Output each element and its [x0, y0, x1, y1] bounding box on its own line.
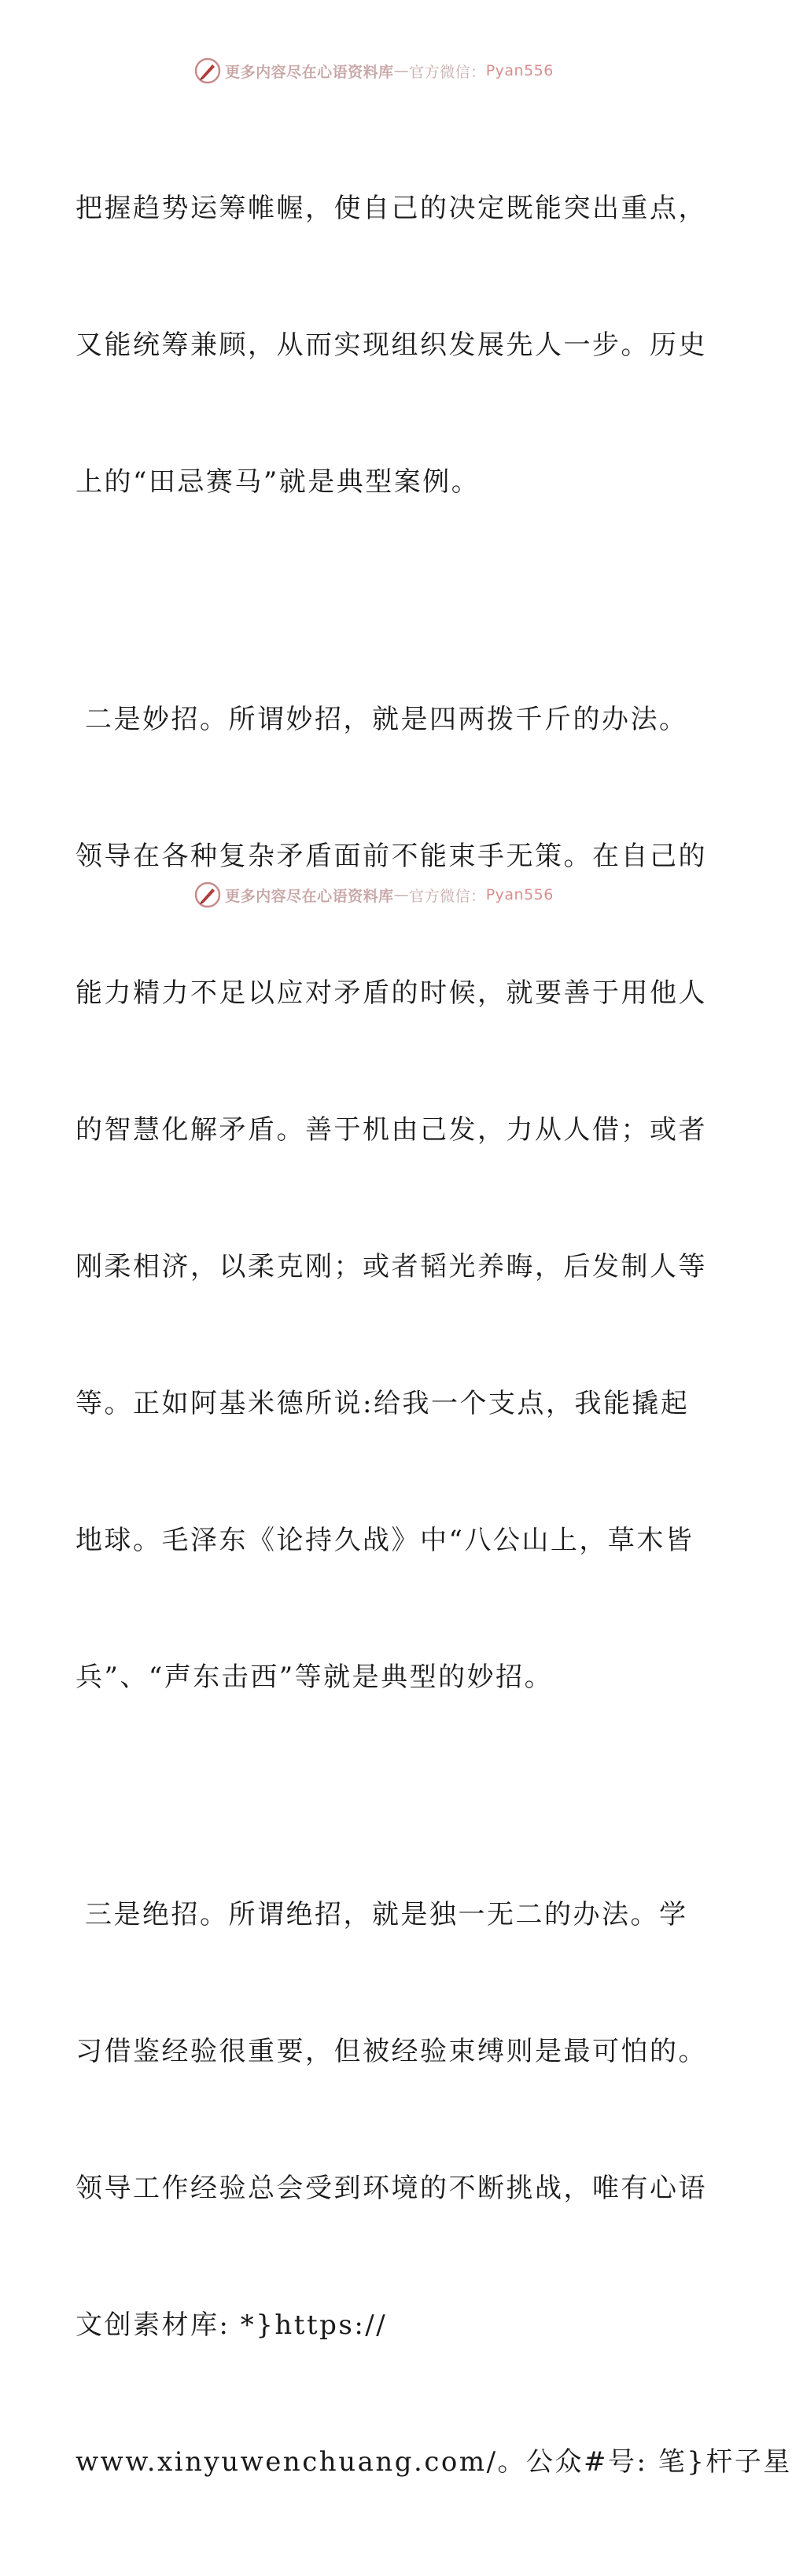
text-line: www.xinyuwenchuang.com/。公众#号: 笔}杆子星 — [76, 2446, 792, 2478]
banner-wechat-id: Pyan556 — [485, 62, 554, 79]
quill-pen-logo-icon — [193, 57, 222, 85]
banner-separator: — — [393, 886, 410, 903]
document-body — [76, 94, 792, 2576]
text-line: 三是绝招。所谓绝招，就是独一无二的办法。学 — [85, 1899, 688, 1930]
banner-separator: — — [393, 62, 410, 79]
paragraph-3 — [76, 1801, 792, 2576]
text-line: 习借鉴经验很重要，但被经验束缚则是最可怕的。 — [76, 2036, 707, 2067]
text-line: 二是妙招。所谓妙招，就是四两拨千斤的办法。 — [85, 704, 688, 735]
text-line: 兵”、“声东击西”等就是典型的妙招。 — [76, 1662, 554, 1693]
header-watermark-banner — [0, 55, 747, 86]
text-line: 的智慧化解矛盾。善于机由己发，力从人借；或者 — [76, 1114, 707, 1146]
text-line: 刚柔相济，以柔克刚；或者韬光养晦，后发制人等 — [76, 1251, 707, 1282]
footer-watermark-banner — [0, 879, 747, 911]
text-line: 领导工作经验总会受到环境的不断挑战，唯有心语 — [76, 2173, 707, 2204]
paragraph-2 — [76, 605, 707, 1791]
text-line: 又能统筹兼顾，从而实现组织发展先人一步。历史 — [76, 329, 707, 361]
text-line: 文创素材库: *}https:// — [76, 2309, 388, 2341]
banner-label: 官方微信： — [409, 887, 486, 905]
text-line: 等。正如阿基米德所说:给我一个支点，我能撬起 — [76, 1388, 690, 1419]
text-line: 领导在各种复杂矛盾面前不能束手无策。在自己的 — [76, 841, 707, 872]
text-line: 上的“田忌赛马”就是典型案例。 — [76, 466, 481, 498]
banner-brand-text: 更多内容尽在心语资料库 — [225, 887, 394, 905]
quill-pen-logo-icon — [193, 881, 222, 909]
text-line: 能力精力不足以应对矛盾的时候，就要善于用他人 — [76, 977, 707, 1009]
banner-label: 官方微信： — [409, 63, 486, 81]
banner-wechat-id: Pyan556 — [485, 886, 554, 903]
text-line: 地球。毛泽东《论持久战》中“八公山上，草木皆 — [76, 1525, 694, 1556]
banner-brand-text: 更多内容尽在心语资料库 — [225, 63, 394, 81]
text-line: 把握趋势运筹帷幄，使自己的决定既能突出重点， — [76, 193, 707, 224]
paragraph-1 — [76, 94, 707, 596]
